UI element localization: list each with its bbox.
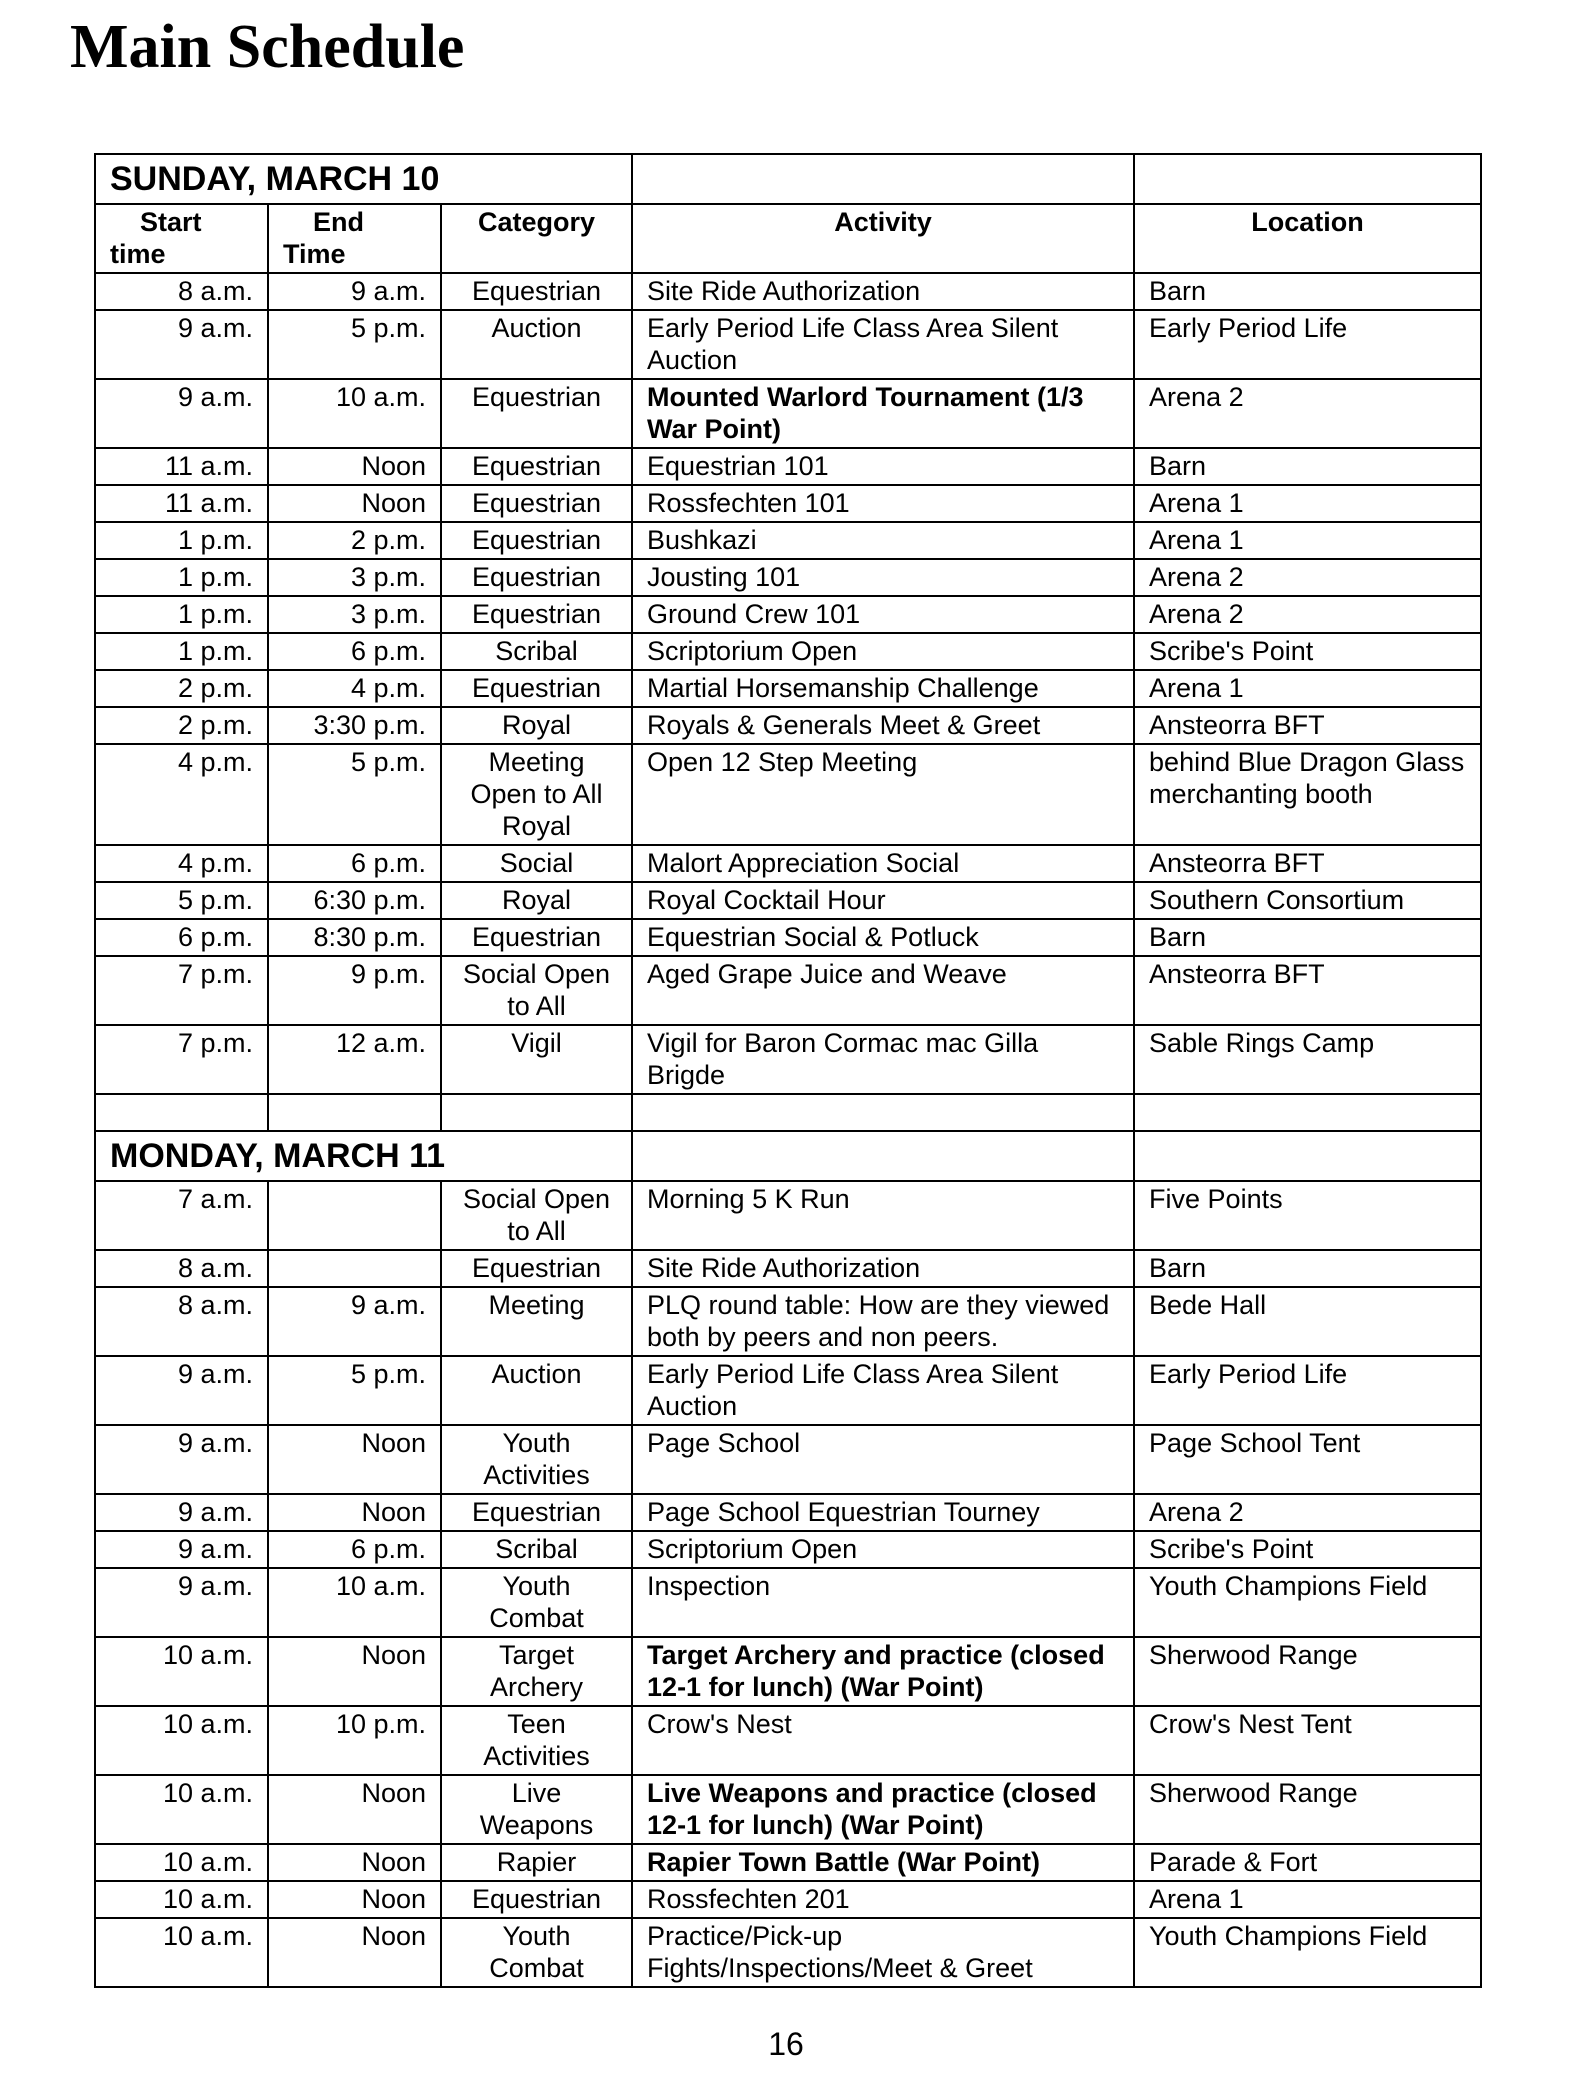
category-cell: Royal bbox=[441, 882, 632, 919]
location-cell: Arena 1 bbox=[1134, 522, 1481, 559]
start-time-cell: 7 p.m. bbox=[95, 1025, 268, 1094]
location-cell: Sherwood Range bbox=[1134, 1775, 1481, 1844]
start-time-cell: 8 a.m. bbox=[95, 273, 268, 310]
activity-cell: Rossfechten 101 bbox=[632, 485, 1134, 522]
location-cell: Sherwood Range bbox=[1134, 1637, 1481, 1706]
end-time-cell: Noon bbox=[268, 1425, 441, 1494]
location-cell: Youth Champions Field bbox=[1134, 1568, 1481, 1637]
activity-cell: Practice/Pick-up Fights/Inspections/Meet & Greet bbox=[632, 1918, 1134, 1987]
day-title: MONDAY, MARCH 11 bbox=[95, 1131, 632, 1181]
end-time-cell: 9 a.m. bbox=[268, 1287, 441, 1356]
start-time-cell: 4 p.m. bbox=[95, 845, 268, 882]
activity-cell: Early Period Life Class Area Silent Auction bbox=[632, 310, 1134, 379]
activity-cell: Royals & Generals Meet & Greet bbox=[632, 707, 1134, 744]
end-time-cell: 3:30 p.m. bbox=[268, 707, 441, 744]
category-cell: Equestrian bbox=[441, 485, 632, 522]
activity-cell: Site Ride Authorization bbox=[632, 1250, 1134, 1287]
column-header-end-line1: End bbox=[313, 207, 364, 237]
start-time-cell: 9 a.m. bbox=[95, 1531, 268, 1568]
empty-cell bbox=[95, 1094, 268, 1131]
location-cell: Ansteorra BFT bbox=[1134, 845, 1481, 882]
schedule-row bbox=[95, 1531, 1481, 1568]
schedule-row bbox=[95, 1356, 1481, 1425]
end-time-cell: Noon bbox=[268, 485, 441, 522]
category-cell: Auction bbox=[441, 310, 632, 379]
category-cell: Social Open to All bbox=[441, 1181, 632, 1250]
column-header-row bbox=[95, 204, 1481, 273]
activity-cell: Jousting 101 bbox=[632, 559, 1134, 596]
category-cell: Meeting bbox=[441, 1287, 632, 1356]
location-cell: Arena 2 bbox=[1134, 379, 1481, 448]
schedule-row bbox=[95, 744, 1481, 845]
activity-cell: Rapier Town Battle (War Point) bbox=[632, 1844, 1134, 1881]
activity-cell: Aged Grape Juice and Weave bbox=[632, 956, 1134, 1025]
activity-cell: Equestrian Social & Potluck bbox=[632, 919, 1134, 956]
category-cell: Youth Activities bbox=[441, 1425, 632, 1494]
start-time-cell: 8 a.m. bbox=[95, 1287, 268, 1356]
end-time-cell: Noon bbox=[268, 1775, 441, 1844]
activity-cell: Site Ride Authorization bbox=[632, 273, 1134, 310]
end-time-cell: 3 p.m. bbox=[268, 559, 441, 596]
start-time-cell: 10 a.m. bbox=[95, 1637, 268, 1706]
activity-cell: Scriptorium Open bbox=[632, 1531, 1134, 1568]
column-header-end-line2: Time bbox=[283, 239, 346, 269]
schedule-row bbox=[95, 485, 1481, 522]
location-cell: Scribe's Point bbox=[1134, 1531, 1481, 1568]
schedule-row bbox=[95, 1881, 1481, 1918]
schedule-row bbox=[95, 845, 1481, 882]
location-cell: Ansteorra BFT bbox=[1134, 707, 1481, 744]
end-time-cell: Noon bbox=[268, 448, 441, 485]
schedule-row bbox=[95, 919, 1481, 956]
end-time-cell: Noon bbox=[268, 1844, 441, 1881]
category-cell: Target Archery bbox=[441, 1637, 632, 1706]
end-time-cell: 3 p.m. bbox=[268, 596, 441, 633]
start-time-cell: 2 p.m. bbox=[95, 670, 268, 707]
start-time-cell: 1 p.m. bbox=[95, 596, 268, 633]
start-time-cell: 7 a.m. bbox=[95, 1181, 268, 1250]
activity-cell: Mounted Warlord Tournament (1/3 War Point) bbox=[632, 379, 1134, 448]
category-cell: Equestrian bbox=[441, 559, 632, 596]
category-cell: Equestrian bbox=[441, 1250, 632, 1287]
activity-cell: Bushkazi bbox=[632, 522, 1134, 559]
schedule-row bbox=[95, 956, 1481, 1025]
empty-cell bbox=[632, 154, 1134, 204]
schedule-row bbox=[95, 448, 1481, 485]
activity-cell: Malort Appreciation Social bbox=[632, 845, 1134, 882]
end-time-cell: 9 a.m. bbox=[268, 273, 441, 310]
column-header-location: Location bbox=[1134, 204, 1481, 273]
category-cell: Teen Activities bbox=[441, 1706, 632, 1775]
day-heading-row bbox=[95, 154, 1481, 204]
start-time-cell: 10 a.m. bbox=[95, 1844, 268, 1881]
end-time-cell: 5 p.m. bbox=[268, 744, 441, 845]
end-time-cell: Noon bbox=[268, 1881, 441, 1918]
schedule-row bbox=[95, 1494, 1481, 1531]
empty-cell bbox=[632, 1131, 1134, 1181]
start-time-cell: 9 a.m. bbox=[95, 1356, 268, 1425]
schedule-row bbox=[95, 1250, 1481, 1287]
end-time-cell: 10 a.m. bbox=[268, 1568, 441, 1637]
location-cell: Parade & Fort bbox=[1134, 1844, 1481, 1881]
start-time-cell: 9 a.m. bbox=[95, 310, 268, 379]
empty-cell bbox=[1134, 1131, 1481, 1181]
start-time-cell: 10 a.m. bbox=[95, 1775, 268, 1844]
activity-cell: Live Weapons and practice (closed 12-1 for lunch) (War Point) bbox=[632, 1775, 1134, 1844]
category-cell: Social bbox=[441, 845, 632, 882]
category-cell: Meeting Open to All Royal bbox=[441, 744, 632, 845]
schedule-row bbox=[95, 670, 1481, 707]
category-cell: Equestrian bbox=[441, 670, 632, 707]
column-header-activity: Activity bbox=[632, 204, 1134, 273]
category-cell: Equestrian bbox=[441, 448, 632, 485]
schedule-row bbox=[95, 1568, 1481, 1637]
category-cell: Equestrian bbox=[441, 1881, 632, 1918]
schedule-row bbox=[95, 379, 1481, 448]
start-time-cell: 10 a.m. bbox=[95, 1881, 268, 1918]
end-time-cell: 5 p.m. bbox=[268, 1356, 441, 1425]
schedule-row bbox=[95, 1706, 1481, 1775]
category-cell: Vigil bbox=[441, 1025, 632, 1094]
location-cell: Barn bbox=[1134, 919, 1481, 956]
location-cell: Bede Hall bbox=[1134, 1287, 1481, 1356]
location-cell: Arena 2 bbox=[1134, 559, 1481, 596]
location-cell: Arena 1 bbox=[1134, 1881, 1481, 1918]
start-time-cell: 4 p.m. bbox=[95, 744, 268, 845]
column-header-category: Category bbox=[441, 204, 632, 273]
start-time-cell: 8 a.m. bbox=[95, 1250, 268, 1287]
end-time-cell: 2 p.m. bbox=[268, 522, 441, 559]
activity-cell: Morning 5 K Run bbox=[632, 1181, 1134, 1250]
start-time-cell: 9 a.m. bbox=[95, 1494, 268, 1531]
start-time-cell: 11 a.m. bbox=[95, 448, 268, 485]
category-cell: Auction bbox=[441, 1356, 632, 1425]
category-cell: Equestrian bbox=[441, 379, 632, 448]
activity-cell: Vigil for Baron Cormac mac Gilla Brigde bbox=[632, 1025, 1134, 1094]
location-cell: Arena 2 bbox=[1134, 596, 1481, 633]
start-time-cell: 10 a.m. bbox=[95, 1706, 268, 1775]
end-time-cell bbox=[268, 1250, 441, 1287]
column-header-start-line1: Start bbox=[140, 207, 202, 237]
start-time-cell: 2 p.m. bbox=[95, 707, 268, 744]
activity-cell: Page School bbox=[632, 1425, 1134, 1494]
start-time-cell: 9 a.m. bbox=[95, 1425, 268, 1494]
category-cell: Youth Combat bbox=[441, 1918, 632, 1987]
end-time-cell: Noon bbox=[268, 1494, 441, 1531]
schedule-row bbox=[95, 310, 1481, 379]
activity-cell: Target Archery and practice (closed 12-1 for lunch) (War Point) bbox=[632, 1637, 1134, 1706]
column-header-start bbox=[95, 204, 268, 273]
end-time-cell: 6 p.m. bbox=[268, 633, 441, 670]
activity-cell: Rossfechten 201 bbox=[632, 1881, 1134, 1918]
schedule-row bbox=[95, 1425, 1481, 1494]
page-title: Main Schedule bbox=[70, 13, 465, 81]
start-time-cell: 9 a.m. bbox=[95, 379, 268, 448]
end-time-cell: 6 p.m. bbox=[268, 1531, 441, 1568]
empty-cell bbox=[1134, 1094, 1481, 1131]
activity-cell: Early Period Life Class Area Silent Auction bbox=[632, 1356, 1134, 1425]
end-time-cell: 12 a.m. bbox=[268, 1025, 441, 1094]
end-time-cell: 9 p.m. bbox=[268, 956, 441, 1025]
start-time-cell: 1 p.m. bbox=[95, 522, 268, 559]
activity-cell: PLQ round table: How are they viewed both by peers and non peers. bbox=[632, 1287, 1134, 1356]
column-header-end bbox=[268, 204, 441, 273]
activity-cell: Page School Equestrian Tourney bbox=[632, 1494, 1134, 1531]
schedule-row bbox=[95, 596, 1481, 633]
column-header-start-line2: time bbox=[110, 239, 166, 269]
activity-cell: Martial Horsemanship Challenge bbox=[632, 670, 1134, 707]
category-cell: Equestrian bbox=[441, 596, 632, 633]
schedule-row bbox=[95, 707, 1481, 744]
schedule-row bbox=[95, 522, 1481, 559]
location-cell: Scribe's Point bbox=[1134, 633, 1481, 670]
end-time-cell: 6 p.m. bbox=[268, 845, 441, 882]
end-time-cell: 8:30 p.m. bbox=[268, 919, 441, 956]
empty-cell bbox=[268, 1094, 441, 1131]
activity-cell: Ground Crew 101 bbox=[632, 596, 1134, 633]
schedule-row bbox=[95, 1775, 1481, 1844]
location-cell: Early Period Life bbox=[1134, 310, 1481, 379]
category-cell: Live Weapons bbox=[441, 1775, 632, 1844]
start-time-cell: 1 p.m. bbox=[95, 559, 268, 596]
schedule-row bbox=[95, 633, 1481, 670]
end-time-cell bbox=[268, 1181, 441, 1250]
end-time-cell: Noon bbox=[268, 1637, 441, 1706]
location-cell: Five Points bbox=[1134, 1181, 1481, 1250]
schedule-row bbox=[95, 1918, 1481, 1987]
end-time-cell: 10 p.m. bbox=[268, 1706, 441, 1775]
activity-cell: Inspection bbox=[632, 1568, 1134, 1637]
schedule-row bbox=[95, 882, 1481, 919]
activity-cell: Royal Cocktail Hour bbox=[632, 882, 1134, 919]
location-cell: Barn bbox=[1134, 273, 1481, 310]
location-cell: Crow's Nest Tent bbox=[1134, 1706, 1481, 1775]
activity-cell: Crow's Nest bbox=[632, 1706, 1134, 1775]
end-time-cell: Noon bbox=[268, 1918, 441, 1987]
day-heading-row bbox=[95, 1131, 1481, 1181]
schedule-row bbox=[95, 1637, 1481, 1706]
day-title: SUNDAY, MARCH 10 bbox=[95, 154, 632, 204]
location-cell: Arena 2 bbox=[1134, 1494, 1481, 1531]
end-time-cell: 4 p.m. bbox=[268, 670, 441, 707]
location-cell: Southern Consortium bbox=[1134, 882, 1481, 919]
start-time-cell: 7 p.m. bbox=[95, 956, 268, 1025]
empty-cell bbox=[632, 1094, 1134, 1131]
location-cell: Arena 1 bbox=[1134, 485, 1481, 522]
category-cell: Rapier bbox=[441, 1844, 632, 1881]
start-time-cell: 1 p.m. bbox=[95, 633, 268, 670]
start-time-cell: 6 p.m. bbox=[95, 919, 268, 956]
location-cell: Page School Tent bbox=[1134, 1425, 1481, 1494]
category-cell: Equestrian bbox=[441, 919, 632, 956]
schedule-body bbox=[95, 154, 1481, 1987]
location-cell: behind Blue Dragon Glass merchanting booth bbox=[1134, 744, 1481, 845]
schedule-row bbox=[95, 273, 1481, 310]
schedule-table bbox=[94, 153, 1482, 1988]
end-time-cell: 10 a.m. bbox=[268, 379, 441, 448]
location-cell: Early Period Life bbox=[1134, 1356, 1481, 1425]
empty-cell bbox=[1134, 154, 1481, 204]
location-cell: Barn bbox=[1134, 448, 1481, 485]
category-cell: Equestrian bbox=[441, 1494, 632, 1531]
category-cell: Youth Combat bbox=[441, 1568, 632, 1637]
spacer-row bbox=[95, 1094, 1481, 1131]
category-cell: Scribal bbox=[441, 1531, 632, 1568]
schedule-row bbox=[95, 1287, 1481, 1356]
page-number: 16 bbox=[768, 2026, 804, 2062]
schedule-row bbox=[95, 559, 1481, 596]
start-time-cell: 10 a.m. bbox=[95, 1918, 268, 1987]
category-cell: Social Open to All bbox=[441, 956, 632, 1025]
start-time-cell: 9 a.m. bbox=[95, 1568, 268, 1637]
start-time-cell: 5 p.m. bbox=[95, 882, 268, 919]
schedule-row bbox=[95, 1181, 1481, 1250]
start-time-cell: 11 a.m. bbox=[95, 485, 268, 522]
category-cell: Scribal bbox=[441, 633, 632, 670]
location-cell: Arena 1 bbox=[1134, 670, 1481, 707]
location-cell: Barn bbox=[1134, 1250, 1481, 1287]
category-cell: Royal bbox=[441, 707, 632, 744]
schedule-row bbox=[95, 1844, 1481, 1881]
schedule-row bbox=[95, 1025, 1481, 1094]
end-time-cell: 5 p.m. bbox=[268, 310, 441, 379]
location-cell: Youth Champions Field bbox=[1134, 1918, 1481, 1987]
activity-cell: Equestrian 101 bbox=[632, 448, 1134, 485]
activity-cell: Scriptorium Open bbox=[632, 633, 1134, 670]
category-cell: Equestrian bbox=[441, 522, 632, 559]
category-cell: Equestrian bbox=[441, 273, 632, 310]
location-cell: Ansteorra BFT bbox=[1134, 956, 1481, 1025]
location-cell: Sable Rings Camp bbox=[1134, 1025, 1481, 1094]
empty-cell bbox=[441, 1094, 632, 1131]
end-time-cell: 6:30 p.m. bbox=[268, 882, 441, 919]
activity-cell: Open 12 Step Meeting bbox=[632, 744, 1134, 845]
